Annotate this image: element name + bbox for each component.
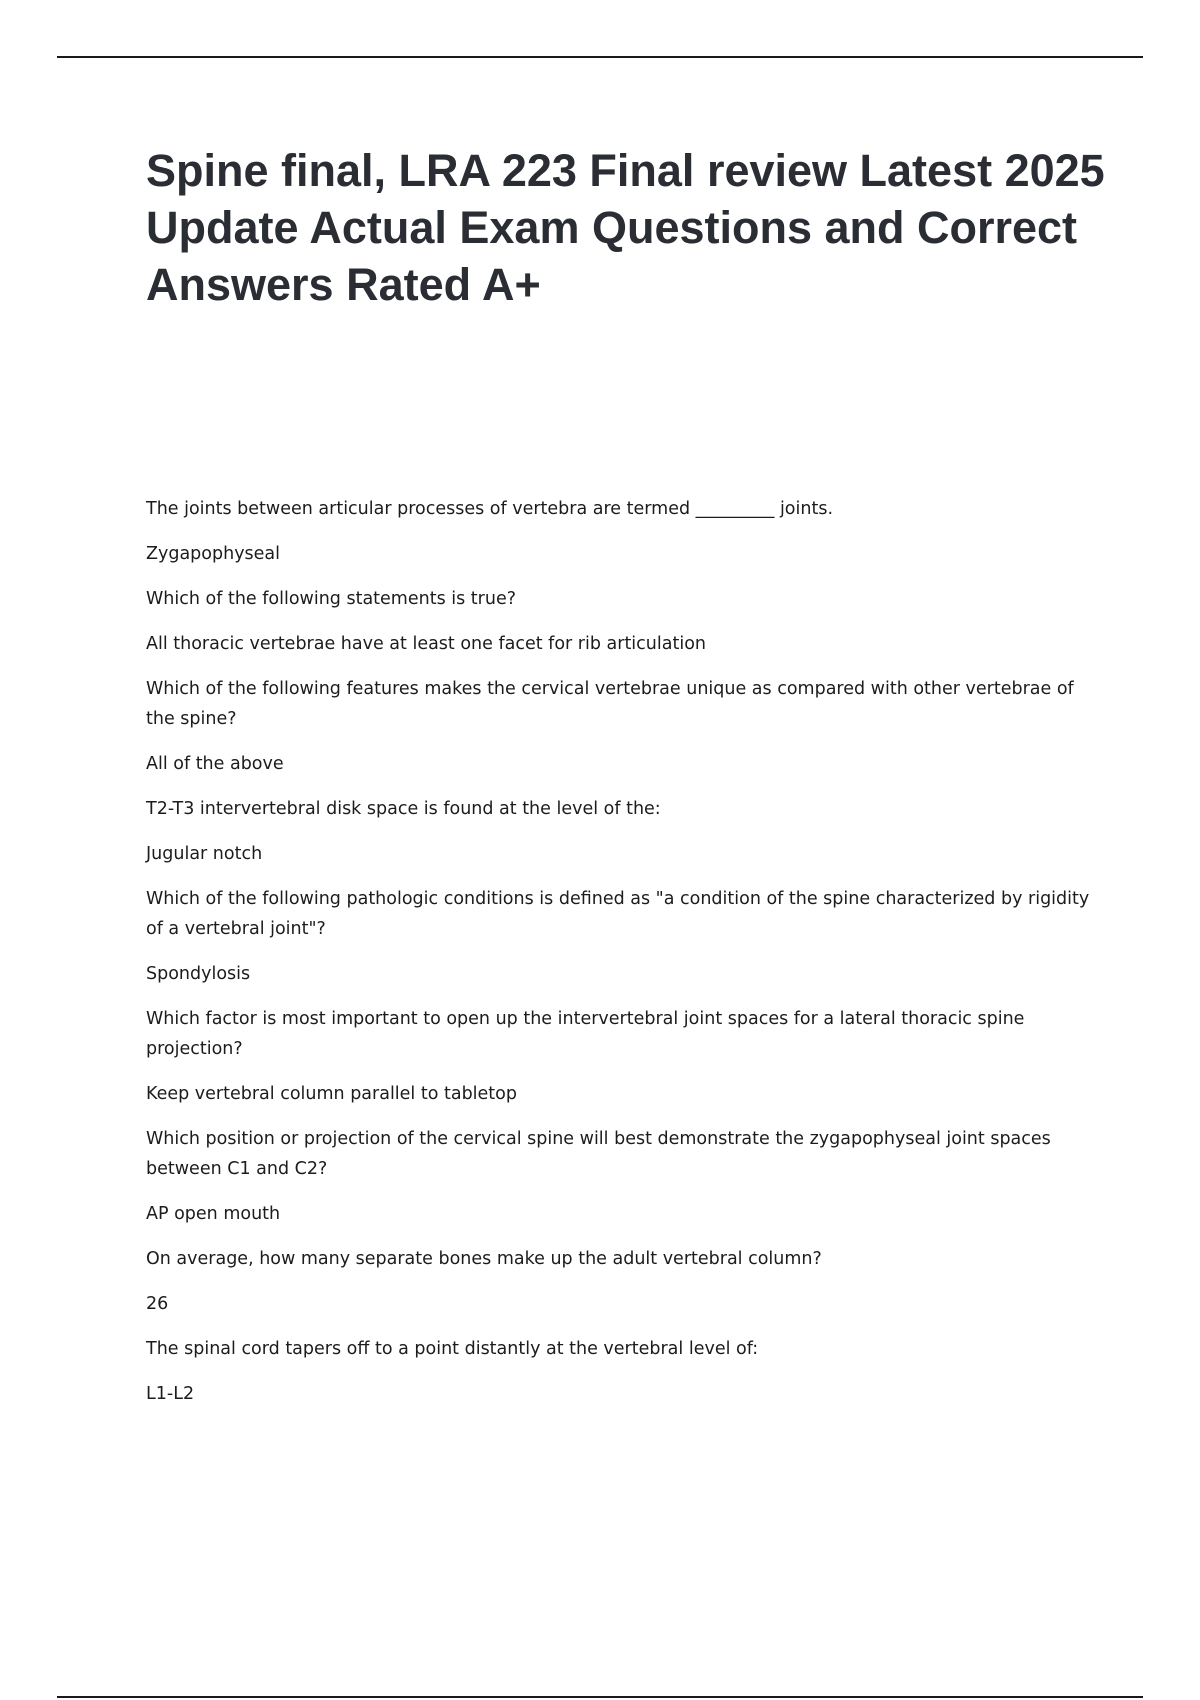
question-text: Which of the following pathologic conditions is defined as "a condition of the spine characterized by rigidity of a vertebral joint"?: [146, 889, 1090, 939]
question-text: Which of the following features makes the cervical vertebrae unique as compared with other vertebrae of the spine?: [146, 679, 1074, 729]
answer-text: Spondylosis: [146, 964, 251, 984]
answer-text: All of the above: [146, 754, 284, 774]
question-text: T2-T3 intervertebral disk space is found at the level of the:: [146, 799, 661, 819]
answer-text: Zygapophyseal: [146, 544, 281, 564]
answer-text: L1-L2: [146, 1384, 195, 1404]
question-text: The joints between articular processes of vertebra are termed _________ joints.: [146, 499, 834, 519]
question-text: Which factor is most important to open up the intervertebral joint spaces for a lateral thoracic spine projection?: [146, 1009, 1025, 1059]
question-text: Which of the following statements is true?: [146, 589, 517, 609]
answer-text: 26: [146, 1294, 169, 1314]
question-text: On average, how many separate bones make up the adult vertebral column?: [146, 1249, 822, 1269]
qa-list: [146, 494, 1091, 1424]
bottom-rule: [57, 1696, 1143, 1698]
answer-text: AP open mouth: [146, 1204, 281, 1224]
document-title: Spine final, LRA 223 Final review Latest 2025 Update Actual Exam Questions and Correct Answers Rated A+: [146, 145, 1105, 310]
top-rule: [57, 56, 1143, 58]
answer-text: Keep vertebral column parallel to tabletop: [146, 1084, 517, 1104]
question-text: The spinal cord tapers off to a point distantly at the vertebral level of:: [146, 1339, 759, 1359]
answer-text: All thoracic vertebrae have at least one facet for rib articulation: [146, 634, 706, 654]
question-text: Which position or projection of the cervical spine will best demonstrate the zygapophyseal joint spaces between C1 and C2?: [146, 1129, 1051, 1179]
answer-text: Jugular notch: [146, 844, 263, 864]
